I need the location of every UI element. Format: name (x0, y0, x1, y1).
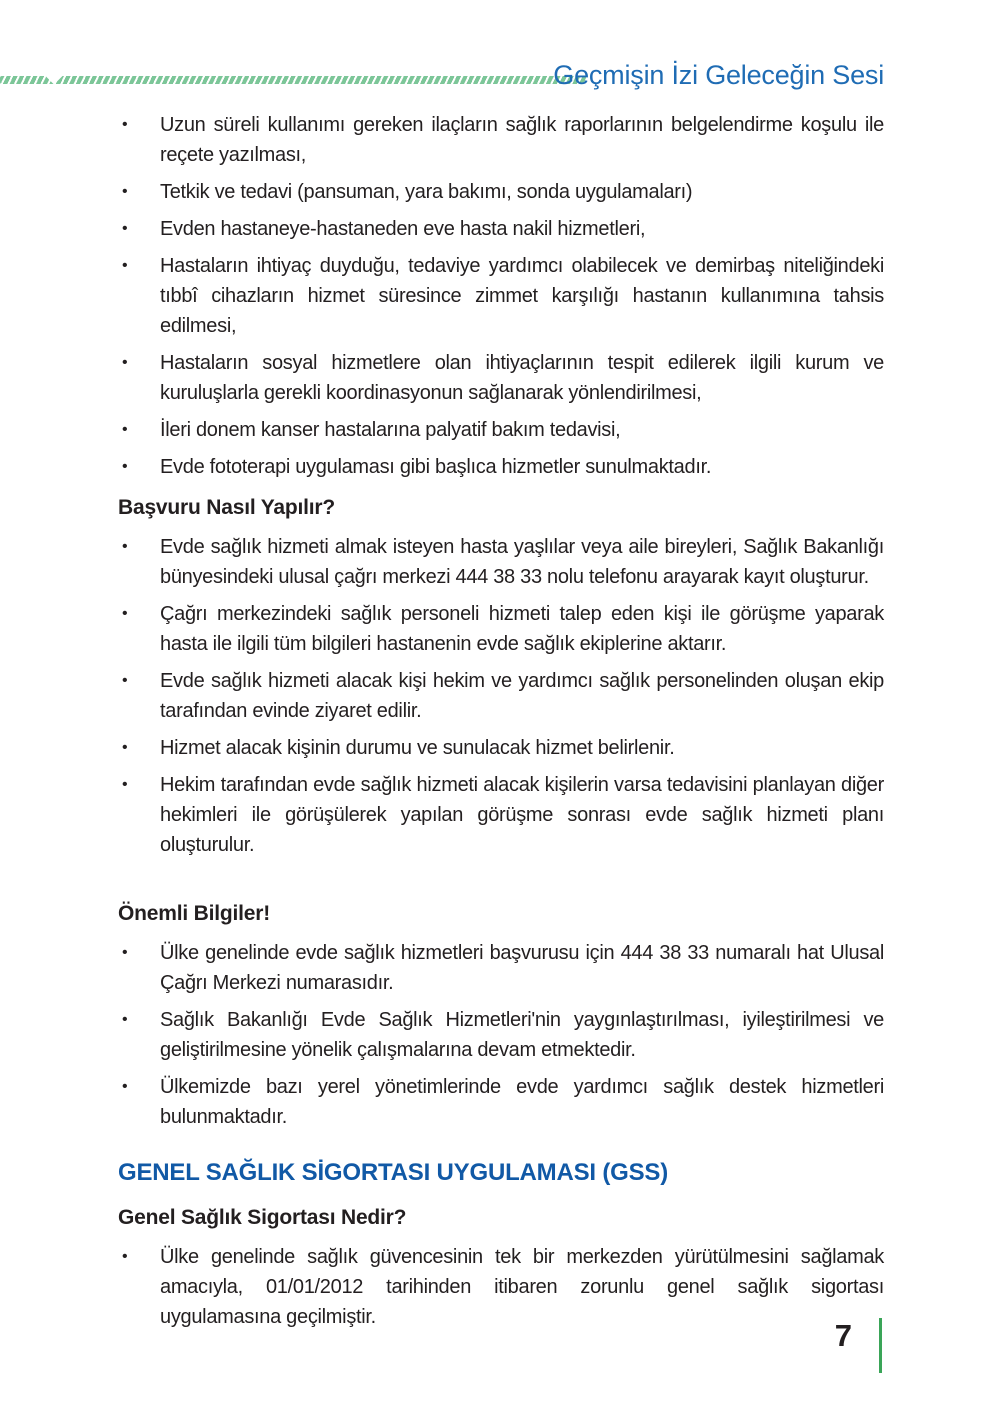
list-item (118, 177, 884, 207)
basvuru-bullet-list (118, 532, 884, 860)
bullet-text: Tetkik ve tedavi (pansuman, yara bakımı, sonda uygulamaları) (160, 181, 693, 203)
bullet-dot: • (122, 421, 128, 438)
bullet-text: Uzun süreli kullanımı gereken ilaçların sağlık raporlarının belgelendirme koşulu ile reçete yazılması, (160, 114, 884, 166)
list-item (118, 415, 884, 445)
bullet-dot: • (122, 458, 128, 475)
decorative-rope-line (0, 76, 586, 84)
list-item (118, 348, 884, 408)
footer-accent-bar (879, 1318, 882, 1373)
list-item (118, 938, 884, 998)
bullet-text: İleri donem kanser hastalarına palyatif bakım tedavisi, (160, 419, 621, 441)
bullet-text: Evde sağlık hizmeti alacak kişi hekim ve yardımcı sağlık personelinden oluşan ekip tarafından evinde ziyaret edilir. (160, 670, 884, 722)
basvuru-heading: Başvuru Nasıl Yapılır? (118, 496, 335, 519)
bullet-text: Evden hastaneye-hastaneden eve hasta nakil hizmetleri, (160, 218, 646, 240)
list-item (118, 733, 884, 763)
bullet-dot: • (122, 538, 128, 555)
bullet-dot: • (122, 944, 128, 961)
bullet-dot: • (122, 354, 128, 371)
page-number: 7 (834, 1318, 852, 1353)
list-item (118, 770, 884, 860)
onemli-bullet-list (118, 938, 884, 1132)
bullet-text: Evde sağlık hizmeti almak isteyen hasta yaşlılar veya aile bireyleri, Sağlık Bakanlığı bünyesindeki ulusal çağrı merkezi 444 38 33 nolu telefonu arayarak kayıt oluşturur. (160, 536, 884, 588)
bullet-dot: • (122, 220, 128, 237)
list-item (118, 251, 884, 341)
gss-section-heading: GENEL SAĞLIK SİGORTASI UYGULAMASI (GSS) (118, 1159, 669, 1186)
bullet-dot: • (122, 672, 128, 689)
page-content (118, 110, 884, 1339)
bullet-text: Ülkemizde bazı yerel yönetimlerinde evde yardımcı sağlık destek hizmetleri bulunmaktadır. (160, 1076, 884, 1128)
bullet-dot: • (122, 183, 128, 200)
bullet-text: Hastaların ihtiyaç duyduğu, tedaviye yardımcı olabilecek ve demirbaş niteliğindeki tıbbî cihazların hizmet süresince zimmet karşılığı hastanın kullanımına tahsis edilmesi, (160, 255, 884, 337)
list-item (118, 599, 884, 659)
list-item (118, 532, 884, 592)
bullet-text: Hastaların sosyal hizmetlere olan ihtiyaçlarının tespit edilerek ilgili kurum ve kuruluşlarla gerekli koordinasyonun sağlanarak yönlendirilmesi, (160, 352, 884, 404)
bullet-dot: • (122, 605, 128, 622)
bullet-text: Sağlık Bakanlığı Evde Sağlık Hizmetleri'nin yaygınlaştırılması, iyileştirilmesi ve geliştirilmesine yönelik çalışmalarına devam etmektedir. (160, 1009, 884, 1061)
list-item (118, 214, 884, 244)
list-item (118, 110, 884, 170)
bullet-text: Çağrı merkezindeki sağlık personeli hizmeti talep eden kişi ile görüşme yaparak hasta ile ilgili tüm bilgileri hastanenin evde sağlık ekiplerine aktarır. (160, 603, 884, 655)
list-item (118, 1242, 884, 1332)
bullet-dot: • (122, 1078, 128, 1095)
bullet-dot: • (122, 257, 128, 274)
gss-sub-heading: Genel Sağlık Sigortası Nedir? (118, 1206, 407, 1229)
bullet-dot: • (122, 1248, 128, 1265)
bullet-dot: • (122, 739, 128, 756)
page-header (0, 0, 1000, 100)
header-title: Geçmişin İzi Geleceğin Sesi (553, 60, 884, 90)
services-bullet-list (118, 110, 884, 482)
list-item (118, 452, 884, 482)
bullet-dot: • (122, 1011, 128, 1028)
bullet-text: Ülke genelinde sağlık güvencesinin tek bir merkezden yürütülmesini sağlamak amacıyla, 01/01/2012 tarihinden itibaren zorunlu genel sağlık sigortası uygulamasına geçilmiştir. (160, 1246, 884, 1328)
list-item (118, 1005, 884, 1065)
bullet-dot: • (122, 776, 128, 793)
bullet-dot: • (122, 116, 128, 133)
onemli-heading: Önemli Bilgiler! (118, 902, 270, 925)
bullet-text: Hekim tarafından evde sağlık hizmeti alacak kişilerin varsa tedavisini planlayan diğer hekimleri ile görüşülerek yapılan görüşme sonrası evde sağlık hizmeti planı oluşturulur. (160, 774, 884, 856)
bullet-text: Ülke genelinde evde sağlık hizmetleri başvurusu için 444 38 33 numaralı hat Ulusal Çağrı Merkezi numarasıdır. (160, 942, 884, 994)
gss-bullet-list (118, 1242, 884, 1332)
list-item (118, 666, 884, 726)
list-item (118, 1072, 884, 1132)
bullet-text: Evde fototerapi uygulaması gibi başlıca hizmetler sunulmaktadır. (160, 456, 712, 478)
bullet-text: Hizmet alacak kişinin durumu ve sunulacak hizmet belirlenir. (160, 737, 675, 759)
